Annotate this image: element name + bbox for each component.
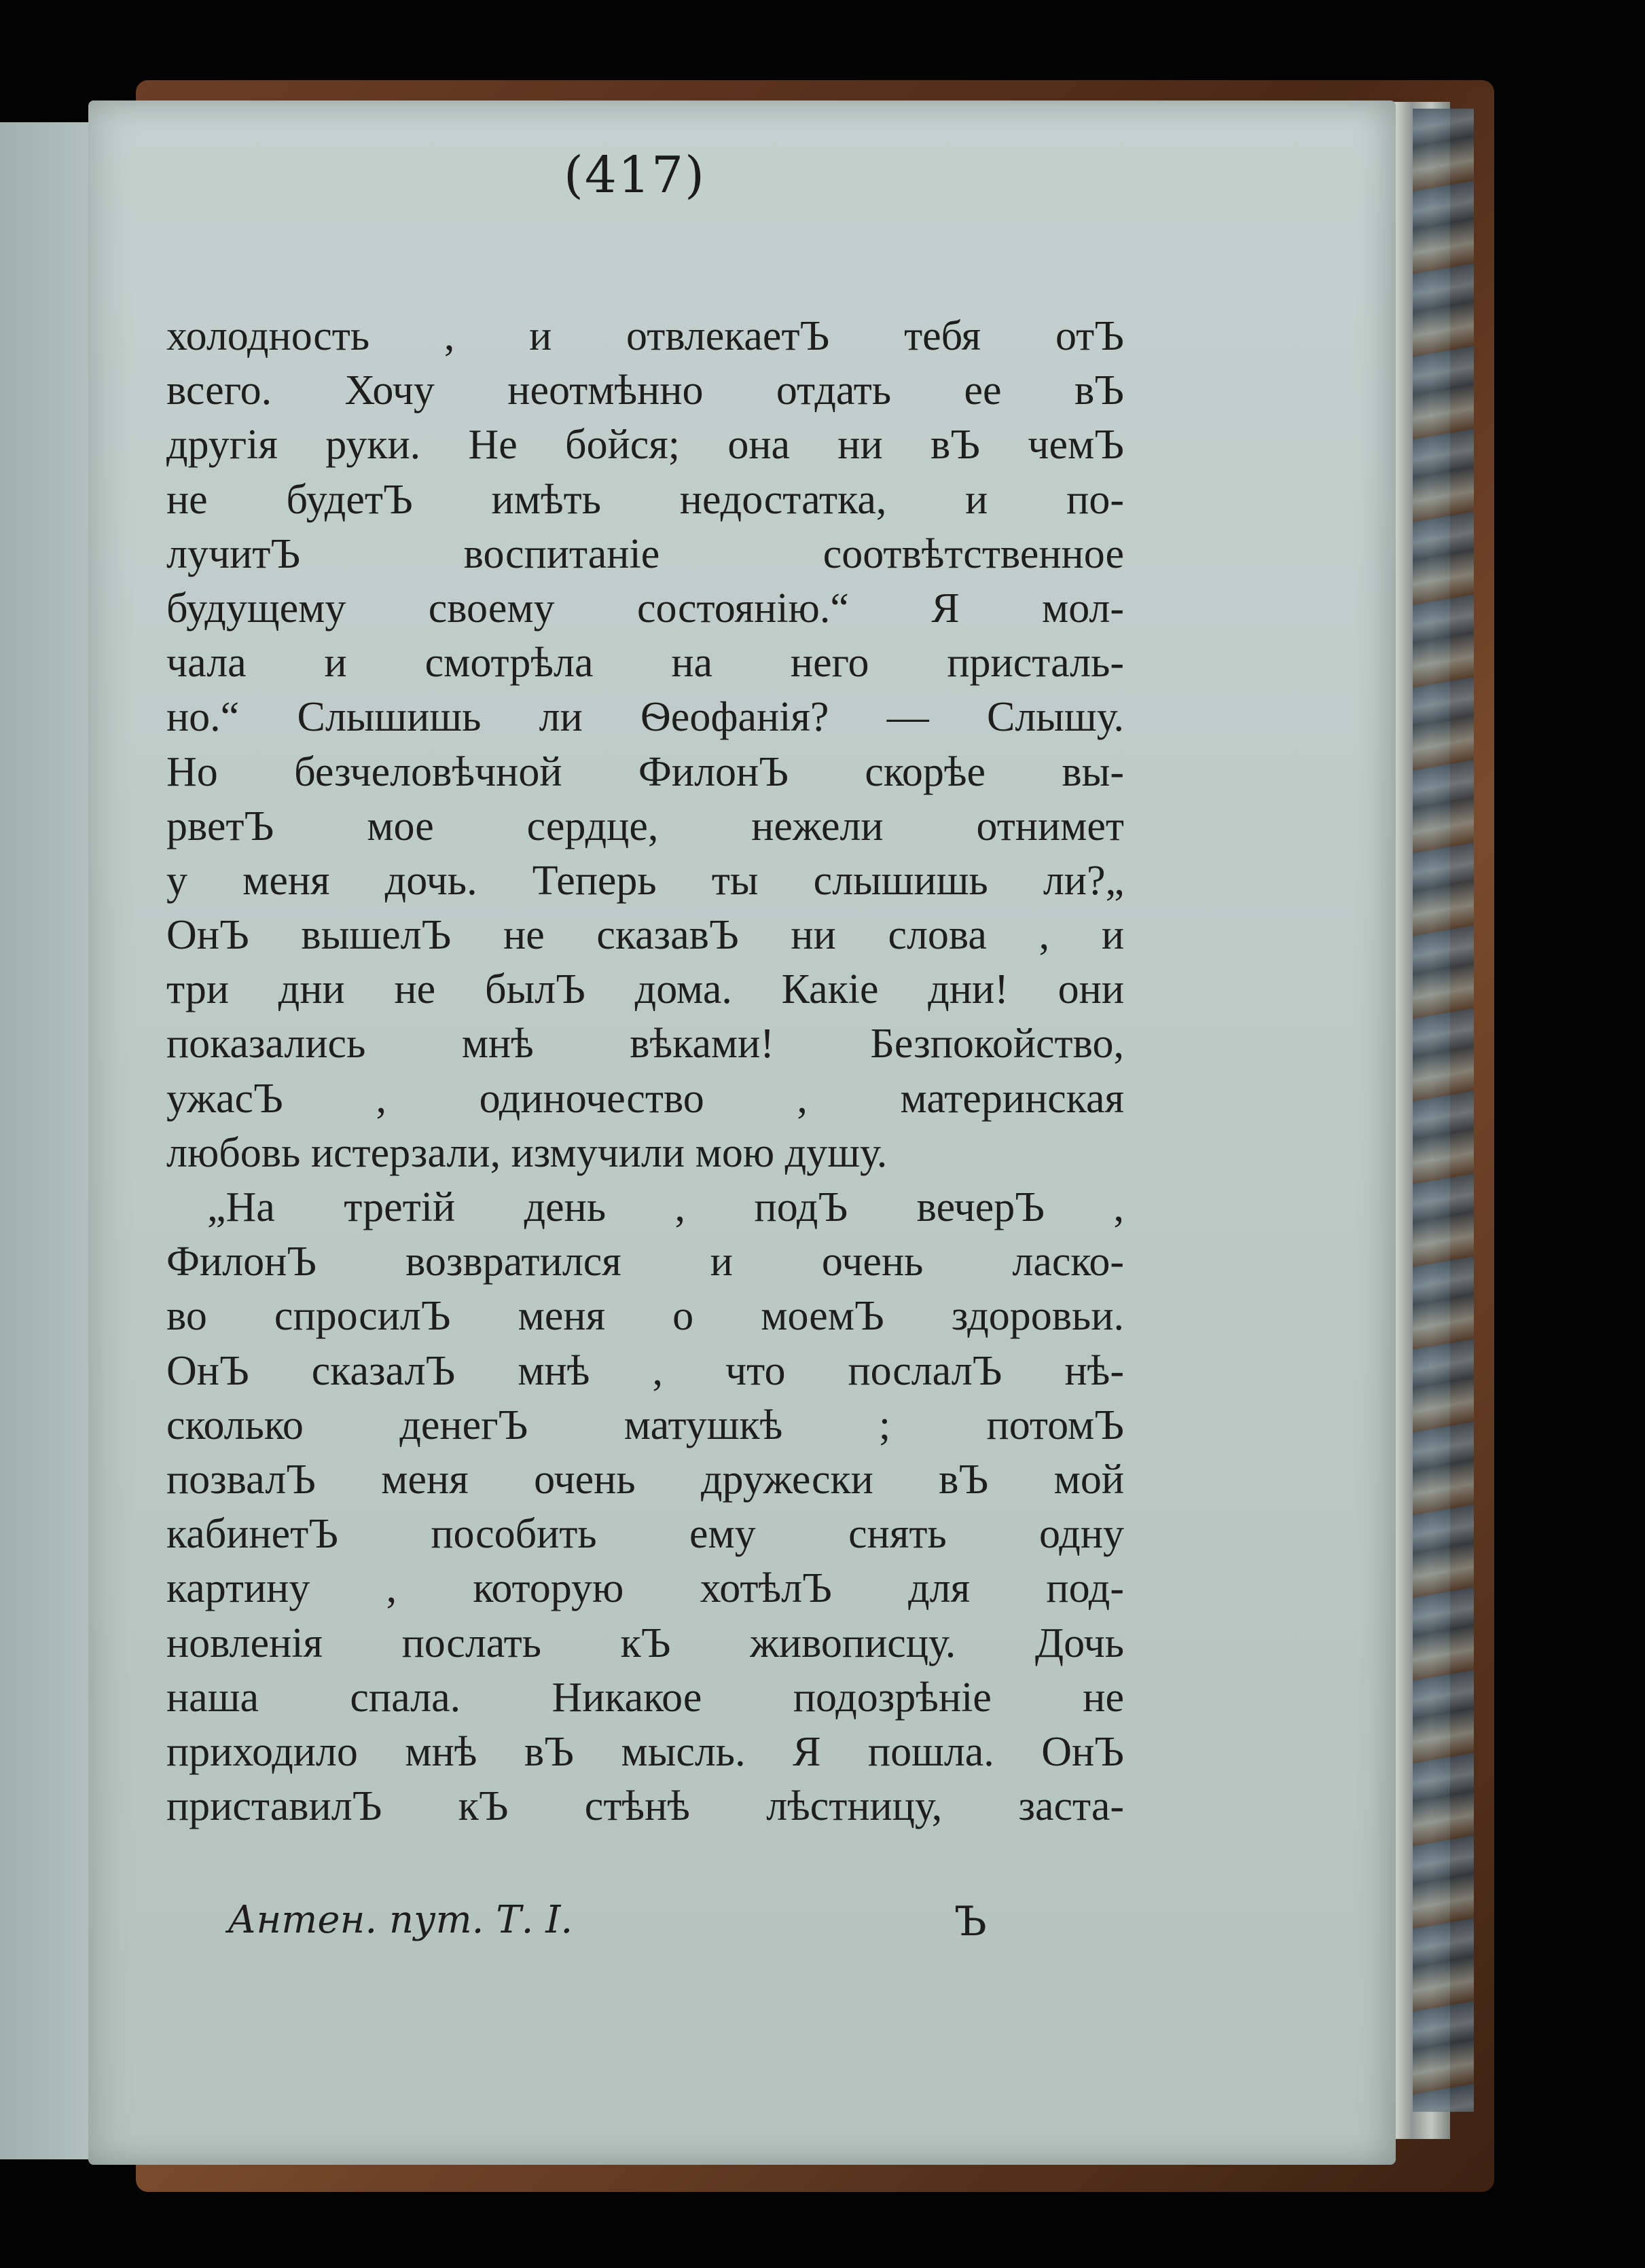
text-line: показались мнѣ вѣками! Безпокойство, (166, 1021, 1124, 1067)
text-line: холодность , и отвлекаетЪ тебя отЪ (166, 313, 1124, 359)
text-line: но.“ Слышишь ли Ѳеофанія? — Слышу. (166, 694, 1124, 741)
text-line: „На третій день , подЪ вечерЪ , (207, 1184, 1124, 1230)
signature-mark: Антен. пут. Т. I. (228, 1898, 573, 1942)
text-line: не будетЪ имѣть недостатка, и по- (166, 476, 1124, 523)
text-line: лучитЪ воспитаніе соотвѣтственное (166, 530, 1124, 577)
body-text (166, 309, 1124, 1833)
text-line: у меня дочь. Теперь ты слышишь ли?„ (166, 857, 1124, 904)
text-line: сколько денегЪ матушкѣ ; потомЪ (166, 1402, 1124, 1448)
text-line: ОнЪ вышелЪ не сказавЪ ни слова , и (166, 912, 1124, 959)
text-line: наша спала. Никакое подозрѣніе не (166, 1674, 1124, 1721)
marbled-endpaper (1413, 109, 1474, 2112)
text-line: приходило мнѣ вЪ мысль. Я пошла. ОнЪ (166, 1728, 1124, 1775)
text-line: Но безчеловѣчной ФилонЪ скорѣе вы- (166, 748, 1124, 795)
text-line: три дни не былЪ дома. Какіе дни! они (166, 966, 1124, 1013)
text-line: ОнЪ сказалЪ мнѣ , что послалЪ нѣ- (166, 1347, 1124, 1394)
text-line: другія руки. Не бойся; она ни вЪ чемЪ (166, 422, 1124, 469)
text-line: будущему своему состоянію.“ Я мол- (166, 585, 1124, 632)
footer (228, 1898, 1043, 1959)
text-line: новленія послать кЪ живописцу. Дочь (166, 1620, 1124, 1666)
text-line: кабинетЪ пособить ему снять одну (166, 1511, 1124, 1558)
text-line: всего. Хочу неотмѣнно отдать ее вЪ (166, 367, 1124, 414)
text-line: рветЪ мое сердце, нежели отнимет (166, 803, 1124, 849)
text-line: любовь истерзали, измучили мою душу. (166, 1129, 888, 1176)
catchword: Ъ (954, 1898, 987, 1945)
text-line: чала и смотрѣла на него присталь- (166, 640, 1124, 687)
text-line: позвалЪ меня очень дружески вЪ мой (166, 1456, 1124, 1503)
page-number: (417) (564, 146, 706, 204)
text-line: во спросилЪ меня о моемЪ здоровьи. (166, 1293, 1124, 1340)
text-line: картину , которую хотѣлЪ для под- (166, 1565, 1124, 1612)
text-line: ужасЪ , одиночество , материнская (166, 1075, 1124, 1122)
text-line: приставилЪ кЪ стѣнѣ лѣстницу, заста- (166, 1783, 1124, 1830)
text-line: ФилонЪ возвратился и очень ласко- (166, 1239, 1124, 1285)
